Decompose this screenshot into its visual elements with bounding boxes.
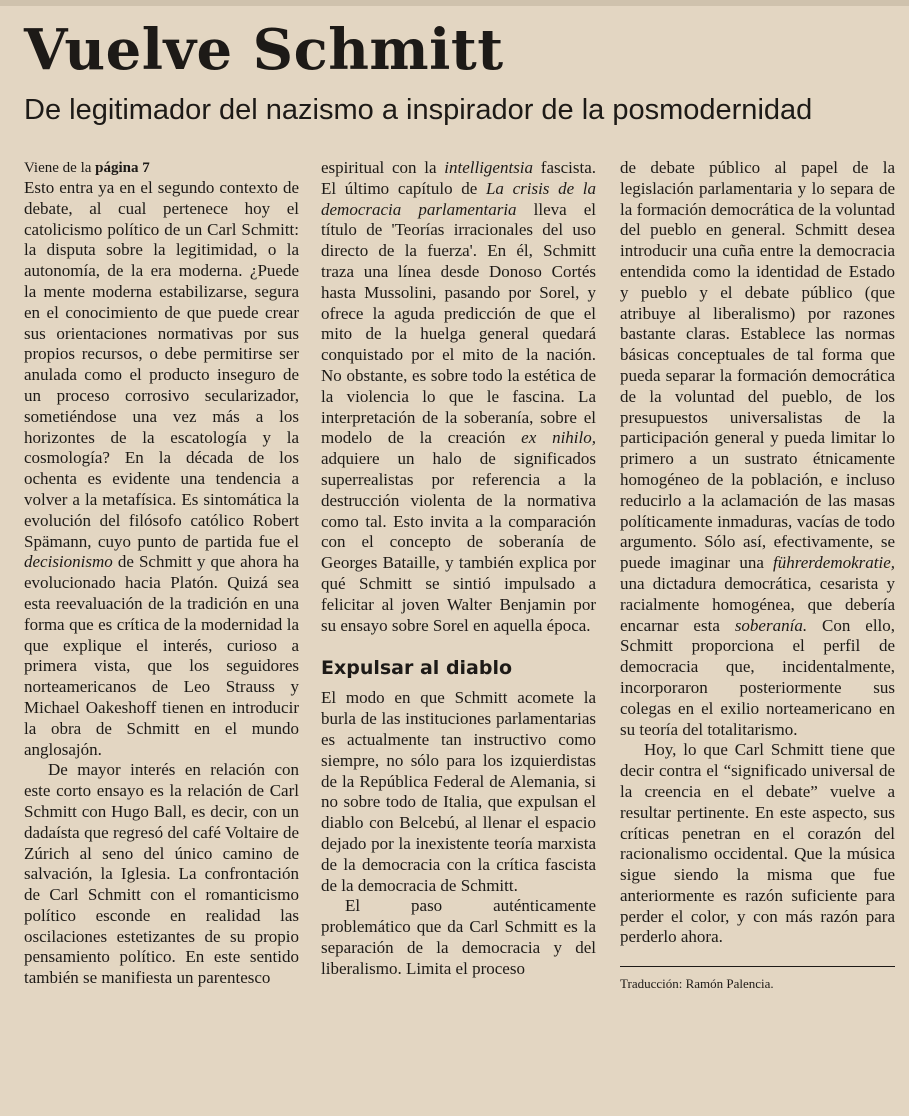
paragraph: de debate público al papel de la legislación parlamentaria y lo separa de la formación democrática de la voluntad del pueblo en general. Schmitt desea introducir una cuña entre la democracia entendida como la identidad de Estado y pueblo y el debate público (que atribuye al liberalismo) por razones bastante claras. Establece las normas básicas conceptuales de tal forma que pueda separar la formación democrática de la voluntad del pueblo, de los presupuestos universalistas de la participación general y pueda limitar lo primero a un sustrato étnicamente homogéneo de la población, e incluso reducirlo a la aclamación de las masas políticamente inmaduras, vacías de todo argumento. Sólo así, efectivamente, se puede imaginar una führerdemokratie, una dictadura democrática, cesarista y racialmente homogénea, que debería encarnar esta soberanía. Con ello, Schmitt proporciona el perfil de democracia que, incidentalmente, incorporaron posteriormente sus colegas en el exilio norteamericano en su teoría del totalitarismo. (620, 158, 896, 739)
article-title: Vuelve Schmitt (24, 17, 504, 83)
continuation-prefix: Viene de la (24, 160, 92, 176)
continuation-line (24, 158, 299, 178)
paragraph: Esto entra ya en el segundo contexto de debate, al cual pertenece hoy el catolicismo político de un Carl Schmitt: la disputa sobre la legitimidad, o la autonomía, de la era moderna. ¿Puede la mente moderna estabilizarse, segura en el conocimiento de que puede crear sus orientaciones normativas por sus propios recursos, o debe permitirse ser anulada como el producto inseguro de un proceso corrosivo secularizador, sometiéndose una vez más a los horizontes de la escatología y la cosmología? En la década de los ochenta es evidente una tendencia a volver a la metafísica. Es sintomática la evolución del filósofo católico Robert Spämann, cuyo punto de partida fue el decisionismo de Schmitt y que ahora ha evolucionado hacia Platón. Quizá sea esta reevaluación de la tradición en una forma que es crítica de la modernidad la que explique el interés, curioso a primera vista, que los seguidores norteamericanos de Leo Strauss y Michael Oakeshoff tienen en introducir la obra de Schmitt en el mundo anglosajón. (24, 178, 300, 759)
section-subheading: Expulsar al diablo (321, 657, 513, 680)
column-1 (24, 158, 299, 989)
article-subtitle: De legitimador del nazismo a inspirador de la posmodernidad (24, 94, 813, 126)
paragraph: El paso auténticamente problemático que da Carl Schmitt es la separación de la democracia y del liberalismo. Limita el proceso (321, 896, 596, 978)
end-rule (620, 966, 895, 967)
column-3 (620, 158, 895, 993)
paragraph: espiritual con la intelligentsia fascista. El último capítulo de La crisis de la democracia parlamentaria lleva el título de 'Teorías irracionales del uso directo de la fuerza'. En él, Schmitt traza una línea desde Donoso Cortés hasta Mussolini, pasando por Sorel, y ofrece la aguda predicción de que el mito de la huelga general quedará conquistado por el mito de la nación. No obstante, es sobre todo la estética de la violencia lo que le fascina. La interpretación de la soberanía, sobre el modelo de la creación ex nihilo, adquiere un halo de significados superrealistas por referencia a la destrucción violenta de la normativa como tal. Esto invita a la comparación con el concepto de soberanía de Georges Bataille, y también explica por qué Schmitt se sintió impulsado a felicitar al joven Walter Benjamin por su ensayo sobre Sorel en aquella época. (321, 158, 597, 635)
top-rule (0, 0, 909, 6)
continuation-page-label: página 7 (95, 160, 150, 176)
paragraph: Hoy, lo que Carl Schmitt tiene que decir contra el “significado universal de la creencia en el debate” vuelve a resultar pertinente. En este aspecto, sus críticas penetran en el corazón del racionalismo occidental. Que la música sigue siendo la misma que fue anteriormente es razón suficiente para perder el color, y con más razón para perderlo ahora. (620, 740, 895, 947)
column-2 (321, 158, 596, 979)
translator-credit: Traducción: Ramón Palencia. (620, 976, 774, 992)
paragraph: El modo en que Schmitt acomete la burla de las instituciones parlamentarias es actualmente tan instructivo como siempre, no sólo para los izquierdistas de la República Federal de Alemania, si no sobre todo de Italia, que expulsan el diablo con Belcebú, al llenar el espacio dejado por la inexistente teoría marxista de la democracia con la crítica fascista de la democracia de Schmitt. (321, 688, 596, 895)
paragraph: De mayor interés en relación con este corto ensayo es la relación de Carl Schmitt con Hugo Ball, es decir, con un dadaísta que regresó del café Voltaire de Zúrich al seno del único camino de salvación, la Iglesia. La confrontación de Carl Schmitt con el romanticismo político esconde en realidad las oscilaciones estetizantes de su propio pensamiento político. En este sentido también se manifiesta un parentesco (24, 760, 299, 988)
